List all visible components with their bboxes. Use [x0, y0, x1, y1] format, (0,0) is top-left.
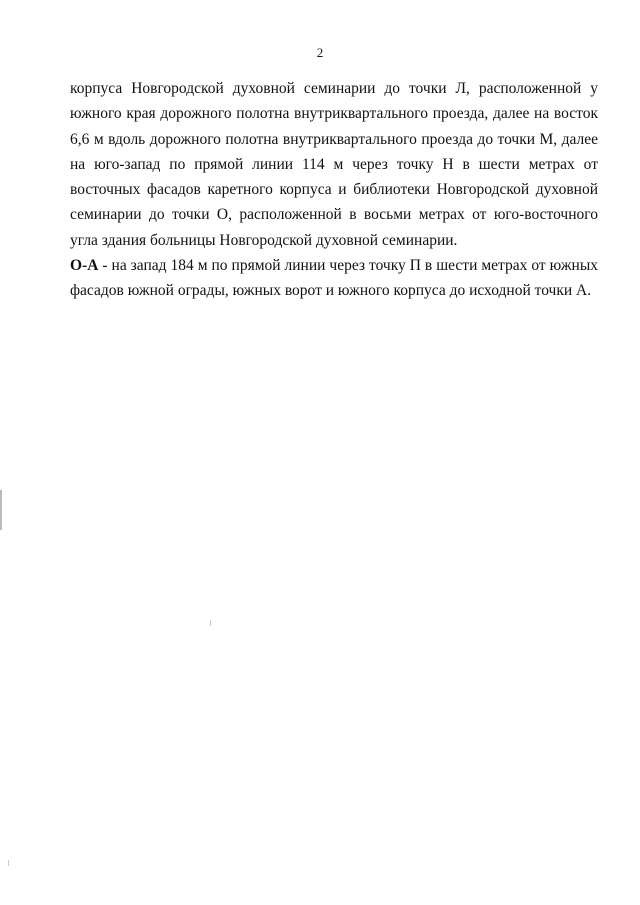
- paragraph-1-text: корпуса Новгородской духовной семинарии до точки Л, расположенной у южного края дорожного полотна внутриквартального проезда, далее на восток 6,6 м вдоль дорожного полотна внутриквартального проезда до точки М, далее на юго-запад по прямой линии 114 м через точку Н в шести метрах от восточных фасадов каретного корпуса и библиотеки Новгородской духовной семинарии до точки О, расположенной в восьми метрах от юго-восточного угла здания больницы Новгородской духовной семинарии.: [70, 80, 598, 249]
- paragraph-2-lead: О-А: [70, 257, 99, 275]
- paragraph-1: [70, 76, 598, 253]
- scan-speck: [8, 860, 9, 866]
- scan-speck: [210, 620, 211, 626]
- document-body: [70, 76, 598, 304]
- paragraph-2: [70, 253, 598, 304]
- paragraph-2-text: - на запад 184 м по прямой линии через точку П в шести метрах от южных фасадов южной ограды, южных ворот и южного корпуса до исходной точки А.: [70, 257, 598, 300]
- scan-margin-mark: [0, 490, 2, 530]
- page-number: 2: [316, 45, 324, 60]
